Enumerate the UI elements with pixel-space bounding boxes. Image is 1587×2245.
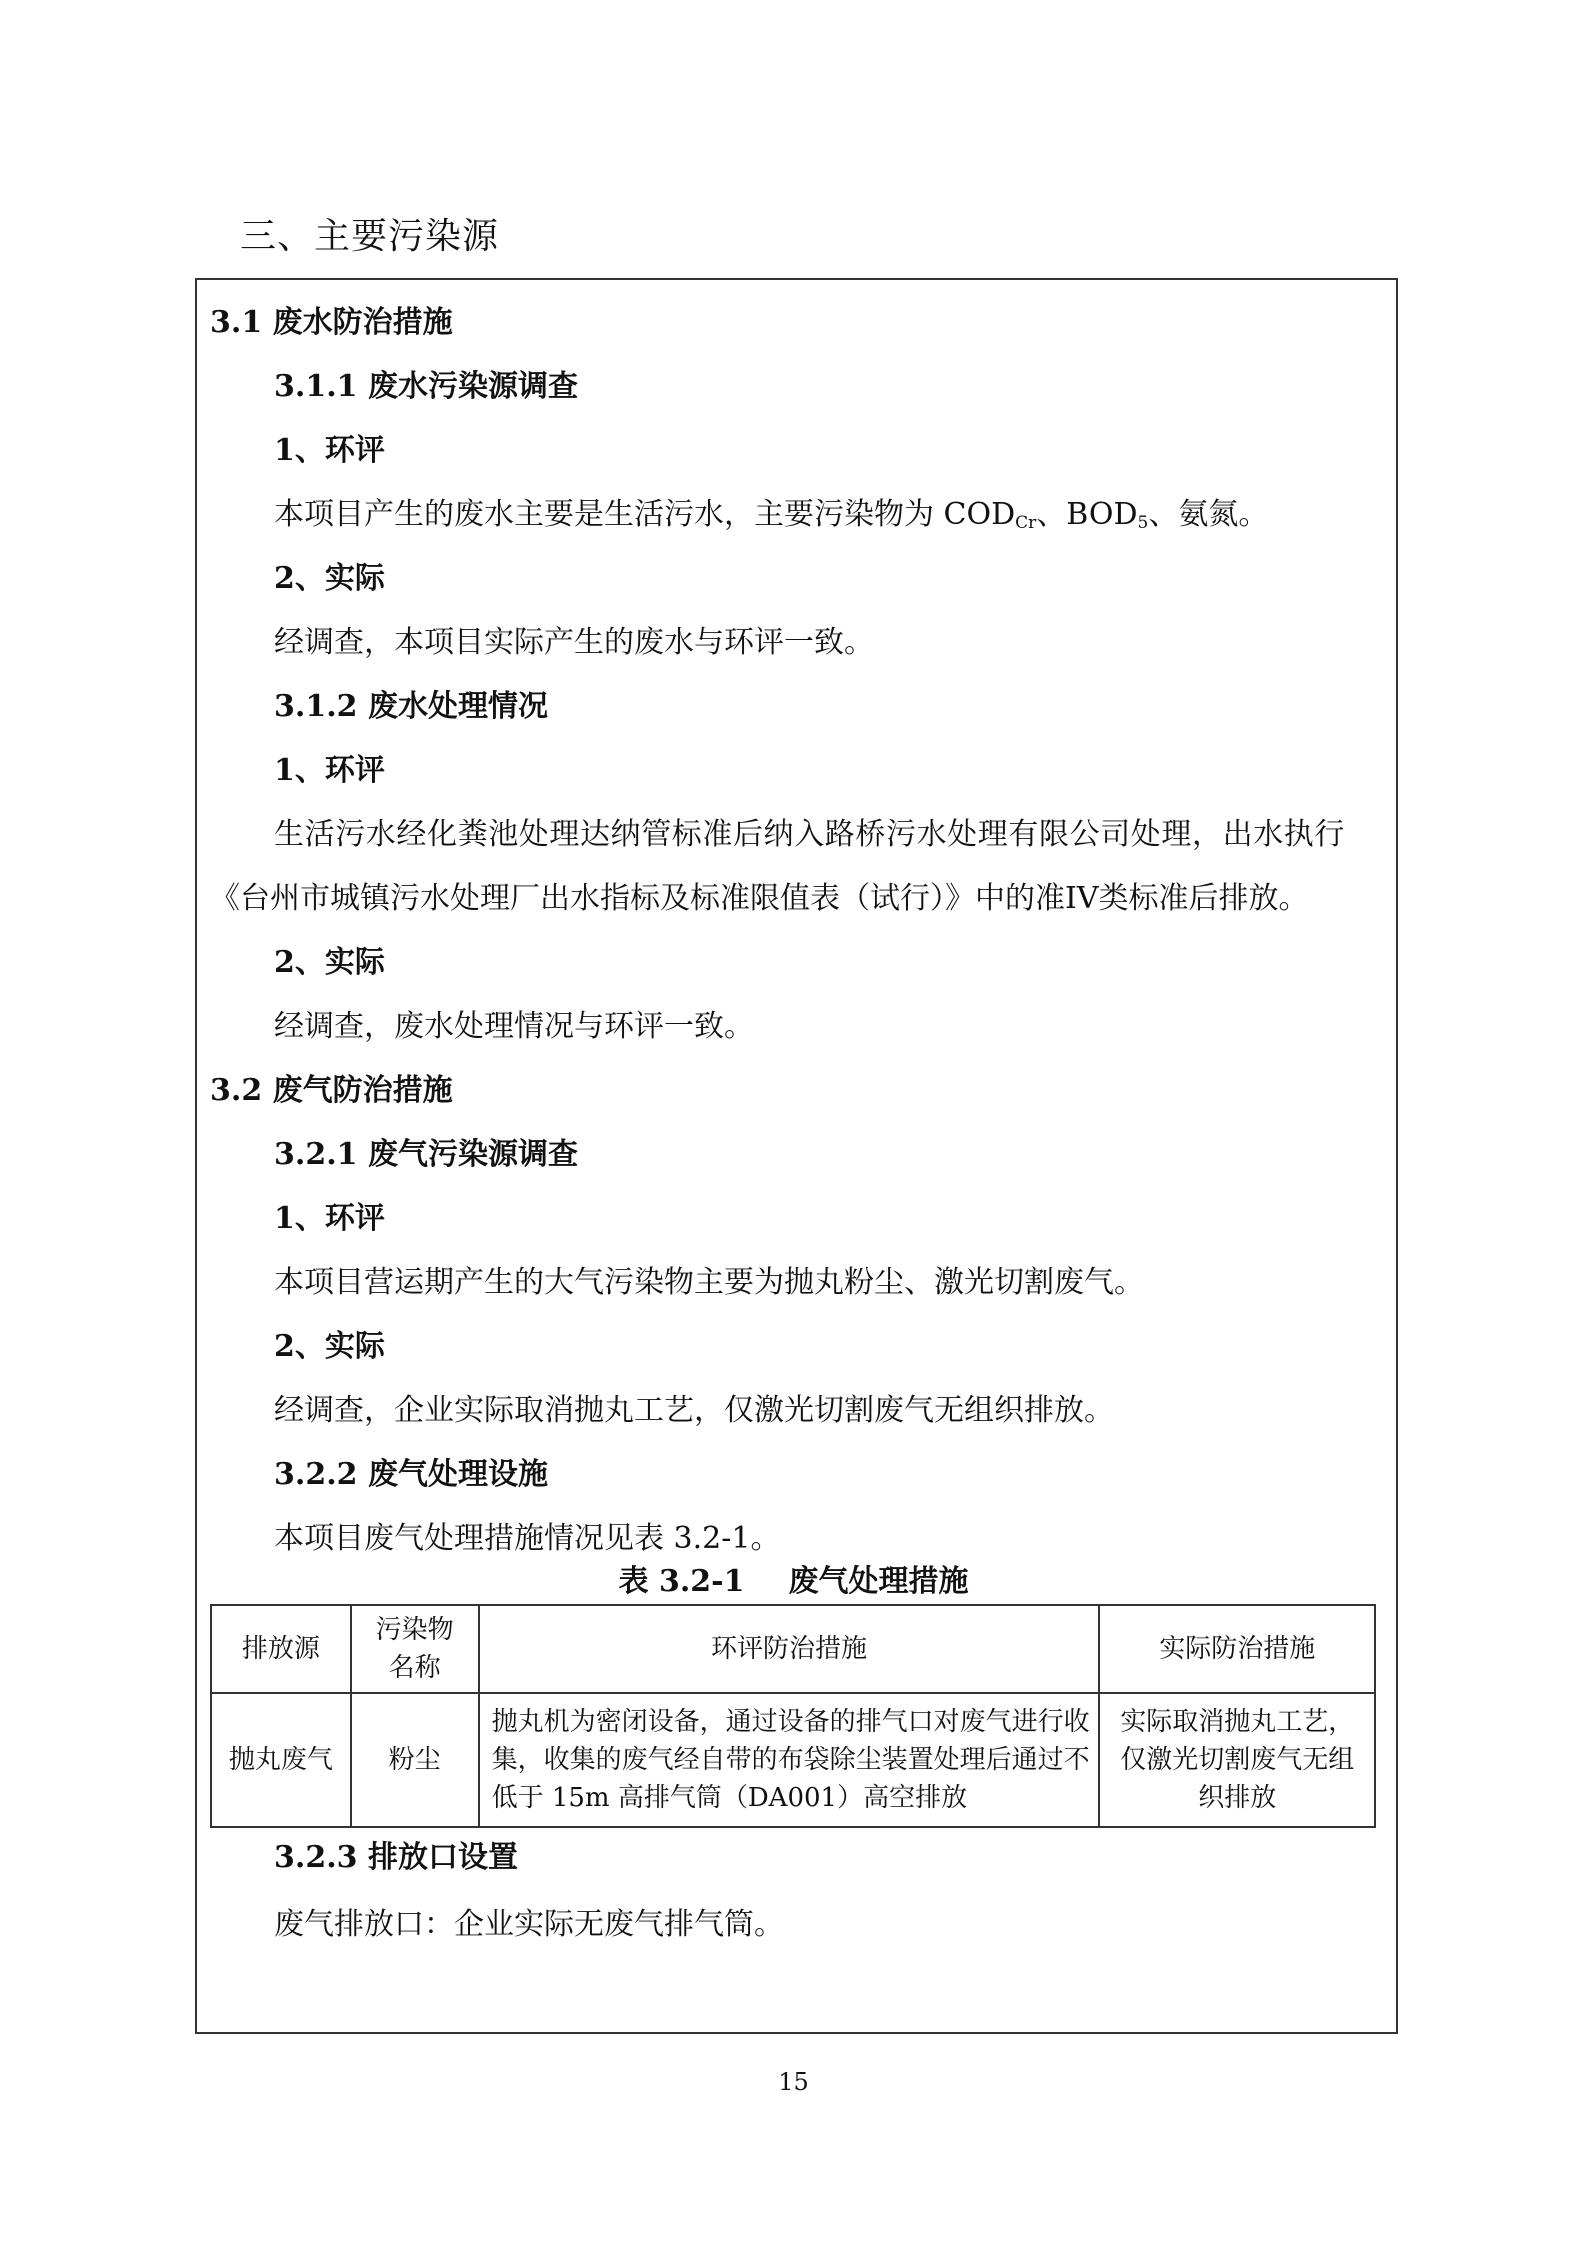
table-caption: 表 3.2-1 废气处理措施 — [618, 1564, 969, 1599]
eia-label: 1、环评 — [274, 753, 385, 788]
eia-label: 1、环评 — [274, 433, 385, 468]
subsection-heading-3-1-2: 3.1.2 废水处理情况 — [274, 689, 548, 724]
paragraph: 经调查，废水处理情况与环评一致。 — [274, 1009, 754, 1044]
subsection-heading-3-2-2: 3.2.2 废气处理设施 — [274, 1457, 548, 1492]
actual-label: 2、实际 — [274, 561, 385, 596]
table-row — [211, 1693, 1375, 1827]
paragraph: 本项目营运期产生的大气污染物主要为抛丸粉尘、激光切割废气。 — [274, 1265, 1144, 1300]
header-actual-measure: 实际防治措施 — [1099, 1605, 1375, 1693]
cell-actual-measure: 实际取消抛丸工艺，仅激光切割废气无组织排放 — [1099, 1693, 1375, 1827]
subsection-heading-3-2-1: 3.2.1 废气污染源调查 — [274, 1137, 578, 1172]
section-heading-3-1: 3.1 废水防治措施 — [210, 305, 453, 340]
section-heading-3-2: 3.2 废气防治措施 — [210, 1073, 453, 1108]
header-pollutant: 污染物 名称 — [351, 1605, 479, 1693]
paragraph: 生活污水经化粪池处理达纳管标准后纳入路桥污水处理有限公司处理，出水执行 — [274, 817, 1345, 852]
emission-table — [210, 1604, 1376, 1828]
cell-pollutant: 粉尘 — [351, 1693, 479, 1827]
actual-label: 2、实际 — [274, 1329, 385, 1364]
cell-eia-measure: 抛丸机为密闭设备，通过设备的排气口对废气进行收集，收集的废气经自带的布袋除尘装置处理后通过不低于 15m 高排气筒（DA001）高空排放 — [479, 1693, 1100, 1827]
header-eia-measure: 环评防治措施 — [479, 1605, 1100, 1693]
paragraph: 经调查，本项目实际产生的废水与环评一致。 — [274, 625, 874, 660]
paragraph: 经调查，企业实际取消抛丸工艺，仅激光切割废气无组织排放。 — [274, 1393, 1114, 1428]
subsection-heading-3-2-3: 3.2.3 排放口设置 — [274, 1840, 518, 1875]
paragraph: 本项目产生的废水主要是生活污水，主要污染物为 $COD_{Cr}$、$BOD_5$、氨氮。 — [274, 497, 1269, 533]
paragraph: 废气排放口：企业实际无废气排气筒。 — [274, 1907, 784, 1942]
eia-label: 1、环评 — [274, 1201, 385, 1236]
subsection-heading-3-1-1: 3.1.1 废水污染源调查 — [274, 369, 578, 404]
table-header-row — [211, 1605, 1375, 1693]
page-title: 三、主要污染源 — [240, 216, 500, 257]
actual-label: 2、实际 — [274, 945, 385, 980]
header-source: 排放源 — [211, 1605, 351, 1693]
cell-source: 抛丸废气 — [211, 1693, 351, 1827]
paragraph: 《台州市城镇污水处理厂出水指标及标准限值表（试行）》中的准IV类标准后排放。 — [210, 881, 1309, 916]
page-number: 15 — [778, 2068, 809, 2096]
paragraph: 本项目废气处理措施情况见表 3.2-1。 — [274, 1521, 781, 1556]
